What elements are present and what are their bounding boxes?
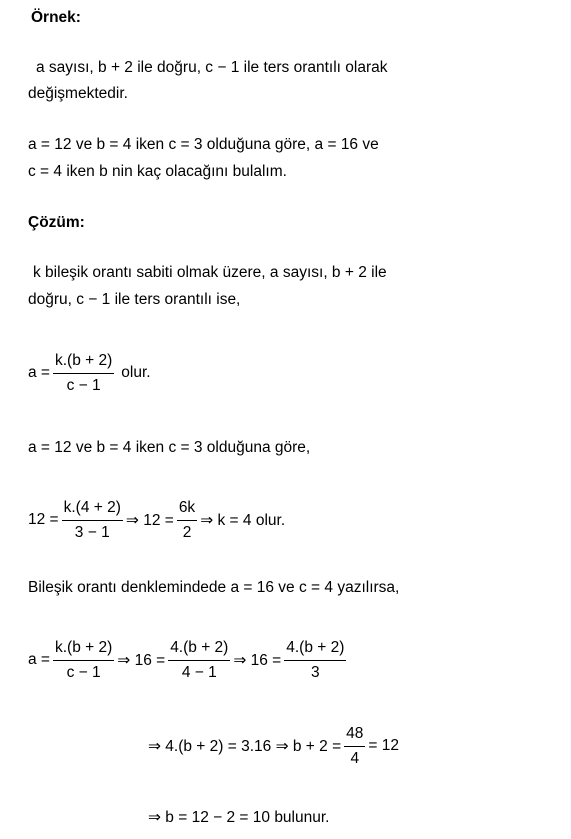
solution-intro-2: doğru, c − 1 ile ters orantılı ise, bbox=[28, 291, 241, 308]
problem-line-2: değişmektedir. bbox=[28, 85, 128, 102]
eq4-lhs: ⇒ 4.(b + 2) = 3.16 ⇒ b + 2 = bbox=[148, 737, 342, 755]
eq1-denominator: c − 1 bbox=[66, 377, 101, 394]
eq3-mid-2: ⇒ 16 = bbox=[233, 651, 282, 669]
eq4-fraction bbox=[344, 724, 365, 768]
fraction-bar bbox=[62, 520, 123, 521]
eq2-lhs: 12 = bbox=[28, 511, 59, 528]
eq4-denominator: 4 bbox=[350, 750, 360, 767]
eq1-rhs: olur. bbox=[121, 364, 151, 381]
eq2-numerator-1: k.(4 + 2) bbox=[63, 499, 121, 516]
eq2-numerator-2: 6k bbox=[178, 499, 196, 516]
fraction-bar bbox=[344, 746, 365, 747]
problem-line-3: a = 12 ve b = 4 iken c = 3 olduğuna göre, a = 16 ve bbox=[28, 136, 379, 153]
solution-intro-1: k bileşik orantı sabiti olmak üzere, a sayısı, b + 2 ile bbox=[33, 264, 387, 281]
fraction-bar bbox=[168, 660, 230, 661]
fraction-bar bbox=[53, 660, 114, 661]
equation-1 bbox=[28, 347, 151, 399]
eq3-denominator-3: 3 bbox=[311, 664, 320, 681]
equation-2 bbox=[28, 494, 285, 546]
eq3-lhs: a = bbox=[28, 651, 50, 668]
eq2-fraction-1 bbox=[62, 498, 123, 542]
equation-3 bbox=[28, 634, 349, 686]
solution-heading: Çözüm: bbox=[28, 214, 85, 231]
equation-4 bbox=[148, 720, 399, 772]
fraction-bar bbox=[284, 660, 346, 661]
equation-5: ⇒ b = 12 − 2 = 10 bulunur. bbox=[148, 809, 330, 826]
fraction-bar bbox=[53, 373, 114, 374]
eq4-numerator: 48 bbox=[346, 725, 364, 742]
eq2-rhs: ⇒ k = 4 olur. bbox=[200, 511, 286, 529]
problem-line-4: c = 4 iken b nin kaç olacağını bulalım. bbox=[28, 163, 287, 180]
example-heading: Örnek: bbox=[31, 9, 81, 26]
given-line: a = 12 ve b = 4 iken c = 3 olduğuna göre, bbox=[28, 439, 311, 456]
eq4-rhs: = 12 bbox=[368, 737, 400, 754]
eq3-fraction-3 bbox=[284, 638, 346, 682]
problem-line-1: a sayısı, b + 2 ile doğru, c − 1 ile ters orantılı olarak bbox=[36, 59, 388, 76]
eq2-mid: ⇒ 12 = bbox=[125, 511, 174, 529]
eq3-denominator-2: 4 − 1 bbox=[181, 664, 217, 681]
eq1-fraction bbox=[53, 351, 114, 395]
eq2-denominator-2: 2 bbox=[182, 524, 192, 541]
eq2-denominator-1: 3 − 1 bbox=[74, 524, 110, 541]
eq1-numerator: k.(b + 2) bbox=[54, 352, 113, 369]
eq3-numerator-1: k.(b + 2) bbox=[54, 639, 113, 656]
eq1-lhs: a = bbox=[28, 364, 50, 381]
eq3-denominator-1: c − 1 bbox=[66, 664, 101, 681]
substitute-line: Bileşik orantı denklemindede a = 16 ve c = 4 yazılırsa, bbox=[28, 579, 400, 596]
eq3-numerator-2: 4.(b + 2) bbox=[170, 639, 229, 656]
eq3-mid-1: ⇒ 16 = bbox=[117, 651, 166, 669]
eq3-fraction-2 bbox=[168, 638, 230, 682]
eq3-numerator-3: 4.(b + 2) bbox=[286, 639, 345, 656]
fraction-bar bbox=[177, 520, 197, 521]
eq2-fraction-2 bbox=[177, 498, 197, 542]
eq3-fraction-1 bbox=[53, 638, 114, 682]
